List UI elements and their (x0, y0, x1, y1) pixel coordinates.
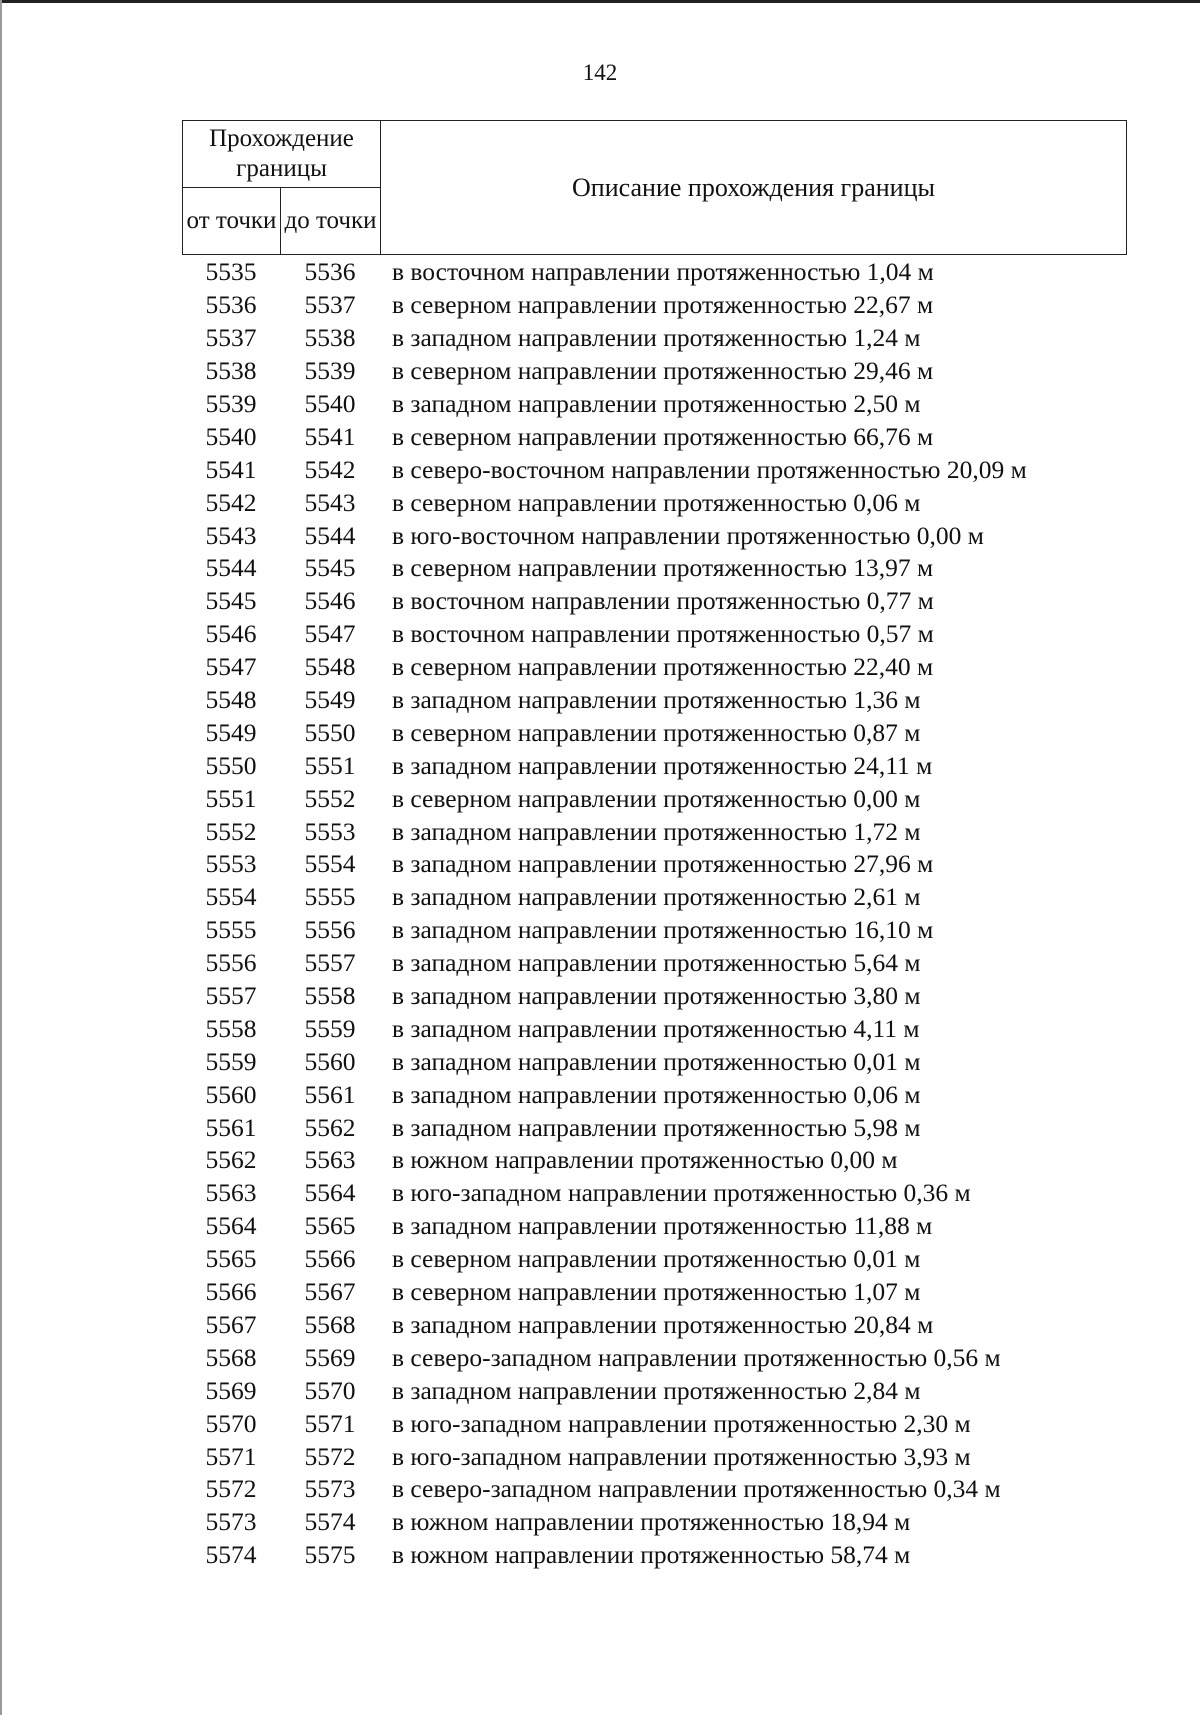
to-point-cell: 5566 (304, 1244, 356, 1274)
to-point-cell: 5542 (304, 454, 356, 484)
description-cell: в западном направлении протяженностью 4,11 м (392, 1013, 920, 1043)
table-row (182, 1012, 1127, 1045)
to-point-cell: 5549 (304, 685, 356, 715)
table-row (182, 388, 1127, 421)
description-cell: в южном направлении протяженностью 58,74 м (392, 1540, 911, 1570)
description-cell: в северном направлении протяженностью 13,97 м (392, 553, 934, 583)
from-point-cell: 5571 (205, 1441, 257, 1471)
from-point-cell: 5536 (205, 290, 257, 320)
to-point-cell: 5565 (304, 1211, 356, 1241)
table-row (182, 749, 1127, 782)
description-cell: в северо-западном направлении протяженностью 0,34 м (392, 1474, 1001, 1504)
description-cell: в западном направлении протяженностью 20,84 м (392, 1309, 934, 1339)
table-row (182, 1210, 1127, 1243)
to-point-cell: 5558 (304, 981, 356, 1011)
table-row (182, 1078, 1127, 1111)
from-point-cell: 5551 (205, 783, 257, 813)
to-point-cell: 5546 (304, 586, 356, 616)
from-point-cell: 5556 (205, 948, 257, 978)
description-cell: в западном направлении протяженностью 16,10 м (392, 915, 934, 945)
to-point-cell: 5550 (304, 717, 356, 747)
table-row (182, 1144, 1127, 1177)
description-cell: в юго-западном направлении протяженностью 3,93 м (392, 1441, 971, 1471)
to-point-cell: 5557 (304, 948, 356, 978)
description-cell: в западном направлении протяженностью 24,11 м (392, 750, 933, 780)
header-to-point: до точки (281, 188, 381, 255)
to-point-cell: 5569 (304, 1342, 356, 1372)
from-point-cell: 5568 (205, 1342, 257, 1372)
to-point-cell: 5554 (304, 849, 356, 879)
from-point-cell: 5547 (205, 652, 257, 682)
header-passage: Прохождение границы (183, 121, 381, 188)
from-point-cell: 5573 (205, 1507, 257, 1537)
description-cell: в северном направлении протяженностью 22,67 м (392, 290, 934, 320)
table-row (182, 651, 1127, 684)
from-point-cell: 5555 (205, 915, 257, 945)
table-row (182, 322, 1127, 355)
page-number: 142 (582, 60, 618, 85)
to-point-cell: 5556 (304, 915, 356, 945)
to-point-cell: 5574 (304, 1507, 356, 1537)
from-point-cell: 5537 (205, 323, 257, 353)
from-point-cell: 5572 (205, 1474, 257, 1504)
to-point-cell: 5562 (304, 1112, 356, 1142)
description-cell: в северном направлении протяженностью 1,07 м (392, 1277, 921, 1307)
table-row (182, 1177, 1127, 1210)
table-row (182, 289, 1127, 322)
description-cell: в южном направлении протяженностью 18,94 м (392, 1507, 911, 1537)
table-row (182, 1374, 1127, 1407)
from-point-cell: 5543 (205, 520, 257, 550)
to-point-cell: 5572 (304, 1441, 356, 1471)
description-cell: в восточном направлении протяженностью 0,57 м (392, 619, 934, 649)
description-cell: в юго-западном направлении протяженностью 0,36 м (392, 1178, 971, 1208)
to-point-cell: 5551 (304, 750, 356, 780)
from-point-cell: 5561 (205, 1112, 257, 1142)
from-point-cell: 5560 (205, 1079, 257, 1109)
to-point-cell: 5570 (304, 1375, 356, 1405)
from-point-cell: 5565 (205, 1244, 257, 1274)
description-cell: в северном направлении протяженностью 29,46 м (392, 356, 934, 386)
table-row (182, 716, 1127, 749)
from-point-cell: 5570 (205, 1408, 257, 1438)
to-point-cell: 5560 (304, 1046, 356, 1076)
table-row (182, 980, 1127, 1013)
from-point-cell: 5539 (205, 389, 257, 418)
table-row (182, 1407, 1127, 1440)
to-point-cell: 5541 (304, 421, 356, 451)
to-point-cell: 5559 (304, 1013, 356, 1043)
from-point-cell: 5564 (205, 1211, 257, 1241)
to-point-cell: 5573 (304, 1474, 356, 1504)
table-row (182, 1539, 1127, 1572)
table-row (182, 618, 1127, 651)
description-cell: в северном направлении протяженностью 0,01 м (392, 1244, 921, 1274)
table-header (182, 120, 1127, 255)
from-point-cell: 5574 (205, 1540, 257, 1570)
description-cell: в западном направлении протяженностью 2,61 м (392, 882, 921, 912)
table-row (182, 355, 1127, 388)
table-row (182, 519, 1127, 552)
from-point-cell: 5535 (205, 257, 257, 287)
to-point-cell: 5547 (304, 619, 356, 649)
description-cell: в восточном направлении протяженностью 1,04 м (392, 257, 934, 287)
description-cell: в западном направлении протяженностью 1,24 м (392, 323, 921, 353)
from-point-cell: 5558 (205, 1013, 257, 1043)
description-cell: в западном направлении протяженностью 1,72 м (392, 816, 921, 846)
to-point-cell: 5544 (304, 520, 356, 550)
description-cell: в восточном направлении протяженностью 0,77 м (392, 586, 934, 616)
from-point-cell: 5546 (205, 619, 257, 649)
table-row (182, 881, 1127, 914)
description-cell: в северо-западном направлении протяженностью 0,56 м (392, 1342, 1001, 1372)
from-point-cell: 5538 (205, 356, 257, 386)
from-point-cell: 5553 (205, 849, 257, 879)
to-point-cell: 5561 (304, 1079, 356, 1109)
from-point-cell: 5566 (205, 1277, 257, 1307)
to-point-cell: 5568 (304, 1309, 356, 1339)
description-cell: в юго-западном направлении протяженностью 2,30 м (392, 1408, 971, 1438)
to-point-cell: 5553 (304, 816, 356, 846)
from-point-cell: 5550 (205, 750, 257, 780)
table-row (182, 1111, 1127, 1144)
from-point-cell: 5557 (205, 981, 257, 1011)
from-point-cell: 5559 (205, 1046, 257, 1076)
to-point-cell: 5543 (304, 487, 356, 517)
to-point-cell: 5564 (304, 1178, 356, 1208)
description-cell: в западном направлении протяженностью 5,64 м (392, 948, 921, 978)
description-cell: в северном направлении протяженностью 66,76 м (392, 421, 934, 451)
table-row (182, 486, 1127, 519)
from-point-cell: 5544 (205, 553, 257, 583)
scan-top-border (0, 0, 1200, 3)
from-point-cell: 5542 (205, 487, 257, 517)
description-cell: в западном направлении протяженностью 1,36 м (392, 685, 921, 715)
to-point-cell: 5538 (304, 323, 356, 353)
table-row (182, 453, 1127, 486)
description-cell: в западном направлении протяженностью 27,96 м (392, 849, 934, 879)
table-row (182, 1440, 1127, 1473)
to-point-cell: 5539 (304, 356, 356, 386)
from-point-cell: 5563 (205, 1178, 257, 1208)
from-point-cell: 5567 (205, 1309, 257, 1339)
description-cell: в юго-восточном направлении протяженностью 0,00 м (392, 520, 984, 550)
description-cell: в северном направлении протяженностью 22,40 м (392, 652, 934, 682)
to-point-cell: 5548 (304, 652, 356, 682)
description-cell: в западном направлении протяженностью 2,50 м (392, 389, 921, 418)
table-row (182, 914, 1127, 947)
to-point-cell: 5555 (304, 882, 356, 912)
description-cell: в западном направлении протяженностью 5,98 м (392, 1112, 921, 1142)
description-cell: в северном направлении протяженностью 0,00 м (392, 783, 921, 813)
to-point-cell: 5567 (304, 1277, 356, 1307)
description-cell: в западном направлении протяженностью 0,01 м (392, 1046, 921, 1076)
table-row (182, 1309, 1127, 1342)
description-cell: в северо-восточном направлении протяженностью 20,09 м (392, 454, 1027, 484)
description-cell: в западном направлении протяженностью 2,84 м (392, 1375, 921, 1405)
table-row (182, 684, 1127, 717)
table-row (182, 1473, 1127, 1506)
table-row (182, 585, 1127, 618)
from-point-cell: 5569 (205, 1375, 257, 1405)
to-point-cell: 5540 (304, 389, 356, 418)
table-row (182, 1341, 1127, 1374)
table-row (182, 815, 1127, 848)
from-point-cell: 5562 (205, 1145, 257, 1175)
from-point-cell: 5540 (205, 421, 257, 451)
to-point-cell: 5571 (304, 1408, 356, 1438)
from-point-cell: 5554 (205, 882, 257, 912)
to-point-cell: 5545 (304, 553, 356, 583)
scan-left-border (0, 0, 2, 1715)
description-cell: в южном направлении протяженностью 0,00 м (392, 1145, 898, 1175)
to-point-cell: 5537 (304, 290, 356, 320)
from-point-cell: 5541 (205, 454, 257, 484)
header-description: Описание прохождения границы (381, 121, 1127, 255)
from-point-cell: 5548 (205, 685, 257, 715)
table-row (182, 947, 1127, 980)
table-row (182, 256, 1127, 289)
to-point-cell: 5575 (304, 1540, 356, 1570)
from-point-cell: 5552 (205, 816, 257, 846)
table-row (182, 1045, 1127, 1078)
description-cell: в западном направлении протяженностью 0,06 м (392, 1079, 921, 1109)
to-point-cell: 5552 (304, 783, 356, 813)
table-row (182, 1243, 1127, 1276)
table-row (182, 782, 1127, 815)
description-cell: в западном направлении протяженностью 11,88 м (392, 1211, 933, 1241)
from-point-cell: 5545 (205, 586, 257, 616)
from-point-cell: 5549 (205, 717, 257, 747)
to-point-cell: 5536 (304, 257, 356, 287)
table-row (182, 848, 1127, 881)
to-point-cell: 5563 (304, 1145, 356, 1175)
description-cell: в западном направлении протяженностью 3,80 м (392, 981, 921, 1011)
table-row (182, 552, 1127, 585)
table-row (182, 1506, 1127, 1539)
description-cell: в северном направлении протяженностью 0,06 м (392, 487, 921, 517)
header-from-point: от точки (183, 188, 281, 255)
description-cell: в северном направлении протяженностью 0,87 м (392, 717, 921, 747)
table-row (182, 1276, 1127, 1309)
boundary-rows (182, 256, 1127, 1572)
table-row (182, 420, 1127, 453)
